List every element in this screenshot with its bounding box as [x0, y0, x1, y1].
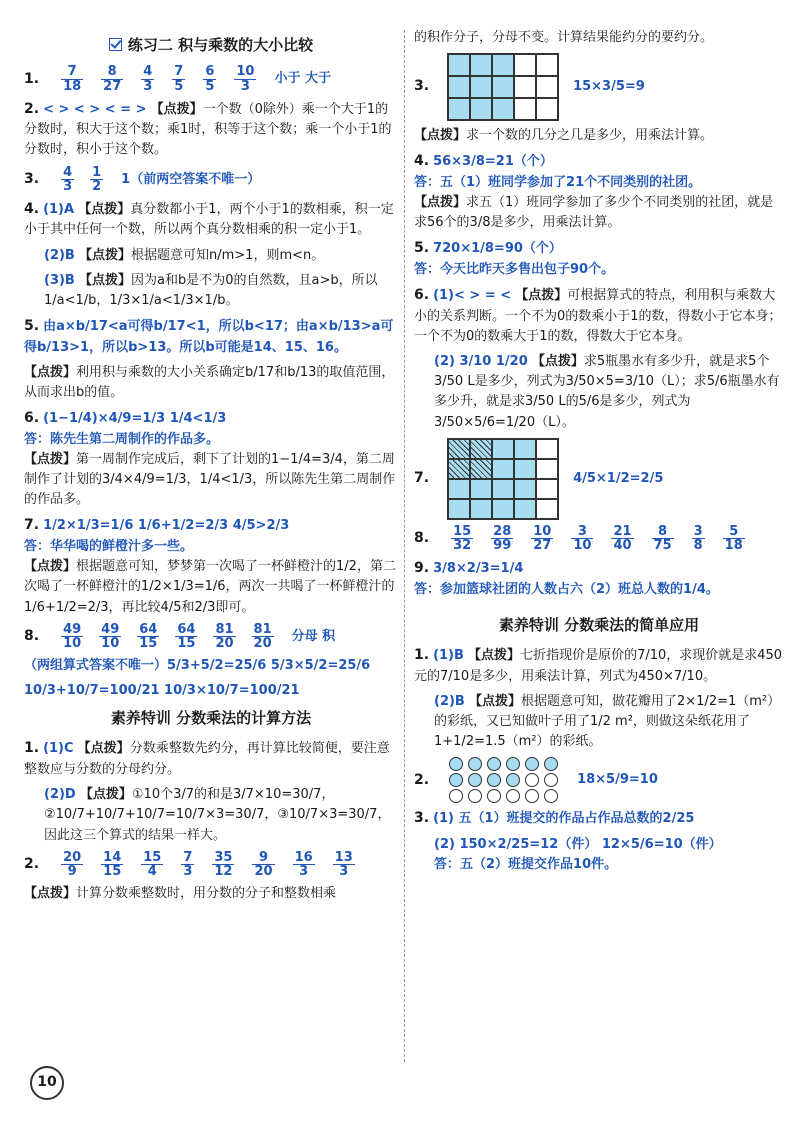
r-s3-2: (2) 150×2/25=12（件） 12×5/6=10（件） 答：五（2）班提交作品10件。 [434, 837, 722, 873]
q2: 2. < > < > < = > 【点拨】一个数（0除外）乘一个大于1的分数时，积大于这个数；乘1时，积等于这个数；乘一个小于1的分数时，积小于这个数。 [24, 100, 392, 158]
grid-diagram-q7 [447, 438, 559, 520]
fraction: $\frac{7}{3}$ [183, 849, 193, 880]
q4-3: (3)B 【点拨】因为a和b是不为0的自然数，且a>b，所以1/a<1/b，1/3×1/a<1/3×1/b。 [44, 272, 378, 308]
q6-answer: 答：陈先生第二周制作的作品多。 [24, 431, 220, 447]
q3: 3. $\frac{4}{3}$ $\frac{1}{2}$ 1（前两空答案不唯一） [24, 164, 261, 195]
r-s2: 2. 18×5/9=10 [414, 757, 784, 803]
fraction: $\frac{15}{4}$ [143, 849, 162, 880]
fraction: $\frac{6}{5}$ [205, 64, 215, 94]
q1: 1. $\frac{7}{18}$ $\frac{8}{27}$ $\frac{4}{3}$ $\frac{7}{5}$ $\frac{6}{5}$ $\frac{10}{3}$ 小于 大于 [24, 64, 332, 94]
r-q8-fractions [449, 525, 747, 553]
section-title-2: 素养特训 分数乘法的计算方法 [110, 709, 312, 728]
s2: 2. $\frac{20}{9}$ $\frac{14}{15}$ $\frac{15}{4}$ $\frac{7}{3}$ $\frac{35}{12}$ $\frac{9}{20}$ $\frac{16}{3}$ $\frac{13}{3}$ [24, 851, 398, 879]
fraction: $\frac{3}{8}$ [693, 523, 703, 554]
fraction: $\frac{81}{20}$ [215, 621, 234, 652]
fraction: $\frac{8}{75}$ [653, 523, 672, 554]
fraction: $\frac{14}{15}$ [103, 849, 122, 880]
fraction: $\frac{7}{5}$ [174, 64, 184, 94]
q3-fractions [59, 166, 105, 194]
q4-2: (2)B 【点拨】根据题意可知n/m>1，则m<n。 [44, 247, 325, 263]
fraction: $\frac{8}{27}$ [103, 64, 122, 94]
fraction: $\frac{21}{40}$ [613, 523, 632, 554]
fraction: $\frac{64}{15}$ [177, 621, 196, 652]
fraction: $\frac{64}{15}$ [139, 621, 158, 652]
fraction: $\frac{10}{27}$ [533, 523, 552, 554]
fraction: $\frac{1}{2}$ [92, 164, 102, 195]
fraction: $\frac{3}{10}$ [573, 523, 592, 554]
fraction: $\frac{49}{10}$ [63, 621, 82, 652]
fraction: $\frac{81}{20}$ [253, 621, 272, 652]
s1-2: (2)D 【点拨】①10个3/7的和是3/7×10=30/7，②10/7+10/7+10/7=10/7×3=30/7，③10/7×3=30/7，因此这三个算式的结果一样大。 [44, 787, 391, 843]
r-s1-1: 1. (1)B 【点拨】七折指现价是原价的7/10，求现价就是求450元的7/10是多少，用乘法计算，列式为450×7/10。 [414, 647, 783, 684]
page-number: 10 [30, 1066, 64, 1100]
q5: 5. 由a×b/17<a可得b/17<1，所以b<17；由a×b/13>a可得b/13>1，所以b>13。所以b可能是14、15、16。 [24, 318, 394, 355]
right-column [414, 28, 784, 880]
q5-tip: 【点拨】利用积与乘数的大小关系确定b/17和b/13的取值范围，从而求出b的值。 [24, 364, 395, 400]
fraction: $\frac{4}{3}$ [143, 64, 153, 94]
q8: 8. $\frac{49}{10}$ $\frac{49}{10}$ $\frac{64}{15}$ $\frac{64}{15}$ $\frac{81}{20}$ $\frac{81}{20}$ 分母 积 [24, 621, 336, 652]
r-q9: 9. 3/8×2/3=1/4 答：参加篮球社团的人数占六（2）班总人数的1/4。 [414, 560, 719, 597]
grid-diagram-q3 [447, 53, 559, 121]
fraction: $\frac{16}{3}$ [294, 849, 313, 880]
circle-diagram [449, 757, 561, 803]
fraction: $\frac{49}{10}$ [101, 621, 120, 652]
column-divider [404, 30, 405, 1062]
section-title-1: 练习二 积与乘数的大小比较 [24, 34, 398, 57]
fraction: $\frac{28}{99}$ [493, 523, 512, 554]
fraction: $\frac{13}{3}$ [334, 849, 353, 880]
s2-tip: 【点拨】计算分数乘整数时，用分数的分子和整数相乘 [24, 885, 337, 901]
fraction: $\frac{20}{9}$ [63, 849, 82, 880]
q7-answer: 答：华华喝的鲜橙汁多一些。 [24, 539, 194, 555]
checkbox-icon [109, 38, 122, 51]
s2-fractions [59, 851, 357, 879]
q7: 7. 1/2×1/3=1/6 1/6+1/2=2/3 4/5>2/3 答：华华喝的鲜橙汁多一些。 【点拨】根据题意可知，梦梦第一次喝了一杯鲜橙汁的1/2，第二次喝了一杯鲜橙汁的1/2×1/3=1/6，两次一共喝了一杯鲜橙汁的1/6+1/2=2/3，再比较4/5和2/3即可。 [24, 515, 398, 617]
r-q8: 8. $\frac{15}{32}$ $\frac{28}{99}$ $\frac{10}{27}$ $\frac{3}{10}$ $\frac{21}{40}$ $\frac{8}{75}$ $\frac{3}{8}$ $\frac{5}{18}$ [414, 525, 784, 553]
q1-fractions [59, 65, 258, 93]
r-q7: 7. 4/5×1/2=2/5 [414, 438, 784, 520]
fraction: $\frac{5}{18}$ [724, 523, 743, 554]
r-q5: 5. 720×1/8=90（个） 答：今天比昨天多售出包子90个。 [414, 240, 615, 278]
r-s3-1: 3. (1) 五（1）班提交的作品占作品总数的2/25 [414, 810, 695, 827]
s1-1: 1. (1)C 【点拨】分数乘整数先约分，再计算比较简便，要注意整数应与分数的分母约分。 [24, 740, 390, 778]
right-top-continuation: 的积作分子，分母不变。计算结果能约分的要约分。 [414, 30, 714, 45]
r-q3: 3. 15×3/5=9 [414, 53, 784, 121]
fraction: $\frac{35}{12}$ [214, 849, 233, 880]
q4-1: 4. (1)A 【点拨】真分数都小于1，两个小于1的数相乘，积一定小于其中任何一个数，所以两个真分数相乘的积一定小于1。 [24, 200, 394, 238]
fraction: $\frac{10}{3}$ [236, 64, 255, 94]
r-s1-2: (2)B 【点拨】根据题意可知，做花瓣用了2×1/2=1（m²）的彩纸，又已知做叶子用了1/2 m²，则做这朵纸花用了1+1/2=1.5（m²）的彩纸。 [434, 693, 781, 750]
q8-extra1: （两组算式答案不唯一）5/3+5/2=25/6 5/3×5/2=25/6 [24, 657, 371, 673]
r-q6-2: (2) 3/10 1/20 【点拨】求5瓶墨水有多少升，就是求5个3/50 L是多少，列式为3/50×5=3/10（L）；求5/6瓶墨水有多少升，就是求3/50 L的5/6是多少，列式为3/50×5/6=1/20（L）。 [434, 354, 780, 430]
fraction: $\frac{9}{20}$ [254, 849, 273, 880]
q1-tail: 小于 大于 [274, 71, 332, 87]
fraction: $\frac{4}{3}$ [63, 164, 73, 195]
r-q3-tip: 【点拨】求一个数的几分之几是多少，用乘法计算。 [414, 128, 714, 144]
fraction: $\frac{15}{32}$ [453, 523, 472, 554]
q8-fractions [59, 623, 276, 651]
q8-extra2: 10/3+10/7=100/21 10/3×10/7=100/21 [24, 683, 300, 699]
section-title-3: 素养特训 分数乘法的简单应用 [498, 615, 700, 634]
left-column [24, 28, 398, 909]
r-q6-1: 6. (1)< > = < 【点拨】可根据算式的特点，利用积与乘数大小的关系判断。一个不为0的数乘小于1的数，得数小于它本身；一个不为0的数乘大于1的数，得数大于它本身。 [414, 287, 782, 345]
q6: 6. (1−1/4)×4/9=1/3 1/4<1/3 答：陈先生第二周制作的作品多。 【点拨】第一周制作完成后，剩下了计划的1−1/4=3/4，第二周制作了计划的3/4×4/9=1/3，1/4<1/3，所以陈先生第二周制作的作品多。 [24, 408, 398, 510]
fraction: $\frac{7}{18}$ [63, 64, 82, 94]
r-q4: 4. 56×3/8=21（个） 答：五（1）班同学参加了21个不同类别的社团。 【点拨】求五（1）班同学参加了多少个不同类别的社团，就是求56个的3/8是多少，用乘法计算。 [414, 153, 774, 231]
